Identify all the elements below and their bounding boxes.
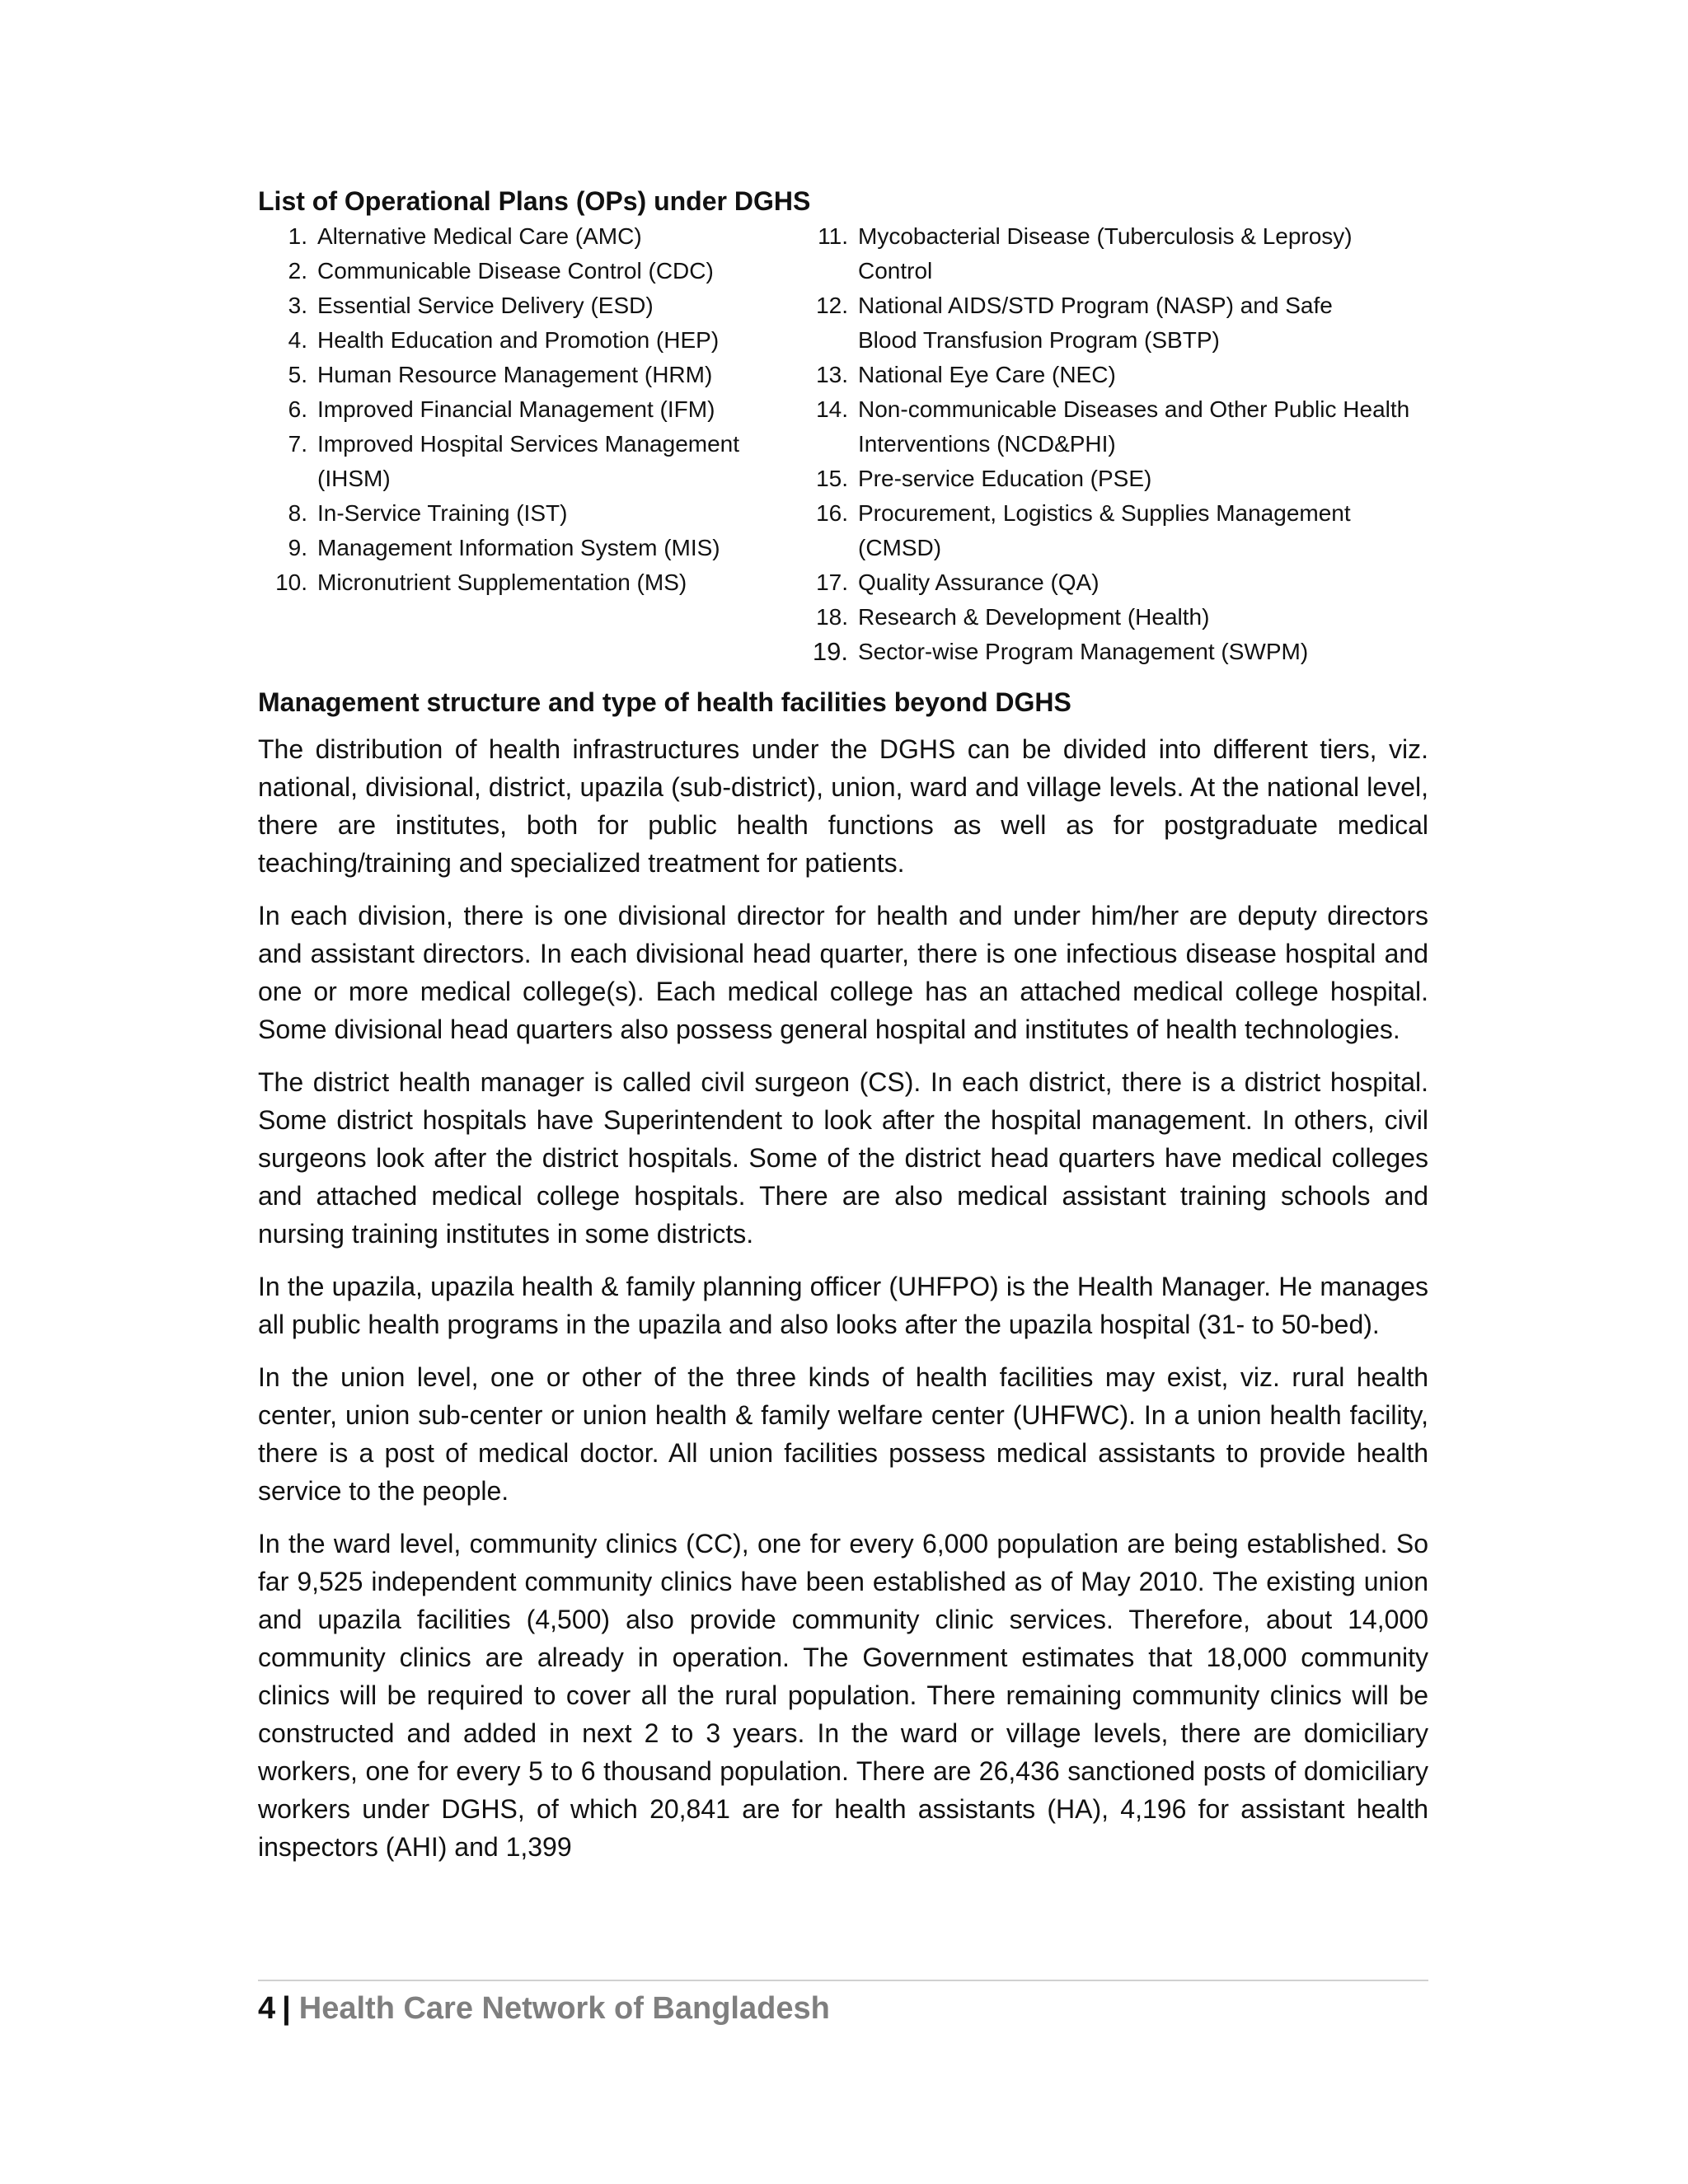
op-list-item — [258, 531, 802, 565]
footer-title: Health Care Network of Bangladesh — [298, 1991, 830, 2026]
op-item-number: 12. — [816, 293, 848, 318]
op-list-item — [258, 496, 802, 531]
op-list-item — [258, 323, 802, 358]
op-item-number: 7. — [288, 431, 307, 457]
op-item-number: 11. — [818, 223, 848, 249]
op-list-item — [258, 392, 802, 427]
body-paragraph-union: In the union level, one or other of the three kinds of health facilities may exist, viz. rural health center, union sub-center or union health & family welfare center (UHFWC). In a union health facility, there is a post of medical doctor. All union facilities possess medical assistants to provide health service to the people. — [258, 1362, 1428, 1506]
op-item-number: 9. — [288, 535, 307, 560]
op-item-text: Non-communicable Diseases and Other Public Health Interventions (NCD&PHI) — [858, 396, 1410, 457]
op-list-item — [258, 427, 802, 496]
op-item-text: Human Resource Management (HRM) — [317, 362, 713, 387]
op-item-text: Mycobacterial Disease (Tuberculosis & Leprosy) Control — [858, 223, 1353, 284]
op-list-right-column — [802, 219, 1428, 669]
op-item-number: 10. — [275, 569, 307, 595]
op-item-number: 13. — [816, 362, 848, 387]
op-item-text: Essential Service Delivery (ESD) — [317, 293, 654, 318]
op-list-item — [802, 565, 1428, 600]
op-list-item — [802, 288, 1428, 358]
footer-separator: | — [282, 1991, 291, 2026]
body-paragraph-upazila: In the upazila, upazila health & family planning officer (UHFPO) is the Health Manager. He manages all public health programs in the upazila and also looks after the upazila hospital (31- to 50-bed). — [258, 1272, 1428, 1339]
op-item-text: Improved Hospital Services Management (IHSM) — [317, 431, 740, 491]
op-item-number: 4. — [288, 327, 307, 353]
op-item-text: Research & Development (Health) — [858, 604, 1210, 630]
op-item-number: 6. — [288, 396, 307, 422]
op-item-text: Health Education and Promotion (HEP) — [317, 327, 720, 353]
op-item-text: Management Information System (MIS) — [317, 535, 720, 560]
op-item-text: National AIDS/STD Program (NASP) and Safe Blood Transfusion Program (SBTP) — [858, 293, 1333, 353]
op-item-text: Quality Assurance (QA) — [858, 569, 1100, 595]
op-list-left-column — [258, 219, 802, 669]
op-list — [258, 219, 1428, 669]
op-item-text: Procurement, Logistics & Supplies Management (CMSD) — [858, 500, 1351, 560]
op-list-item — [258, 358, 802, 392]
op-list-item — [258, 288, 802, 323]
body-paragraph-national: The distribution of health infrastructures under the DGHS can be divided into different tiers, viz. national, divisional, district, upazila (sub-district), union, ward and village levels. At the national level, there are institutes, both for public health functions as well as for postgraduate medical teaching/training and specialized treatment for patients. — [258, 734, 1428, 878]
op-item-text: In-Service Training (IST) — [317, 500, 568, 526]
op-item-number: 3. — [288, 293, 307, 318]
management-heading: Management structure and type of health facilities beyond DGHS — [258, 687, 1071, 717]
op-item-number: 2. — [288, 258, 307, 284]
op-item-number: 14. — [816, 396, 848, 422]
op-item-number: 17. — [816, 569, 848, 595]
op-item-number: 5. — [288, 362, 307, 387]
page-number: 4 — [258, 1991, 276, 2026]
op-list-item — [802, 392, 1428, 462]
op-list-item — [258, 254, 802, 288]
op-list-item — [802, 462, 1428, 496]
op-list-item — [802, 635, 1428, 669]
op-list-item — [802, 219, 1428, 288]
op-item-text: Pre-service Education (PSE) — [858, 466, 1152, 491]
op-item-text: Alternative Medical Care (AMC) — [317, 223, 642, 249]
op-list-item — [802, 358, 1428, 392]
op-item-number: 18. — [816, 604, 848, 630]
op-item-text: Sector-wise Program Management (SWPM) — [858, 639, 1309, 664]
document-page — [258, 183, 1428, 1881]
op-list-heading: List of Operational Plans (OPs) under DGHS — [258, 186, 811, 216]
op-item-text: Micronutrient Supplementation (MS) — [317, 569, 687, 595]
op-item-number: 15. — [816, 466, 848, 491]
op-item-number: 1. — [288, 223, 307, 249]
op-list-item — [258, 565, 802, 600]
op-list-item — [802, 600, 1428, 635]
op-item-text: National Eye Care (NEC) — [858, 362, 1116, 387]
op-item-text: Improved Financial Management (IFM) — [317, 396, 715, 422]
op-list-item — [258, 219, 802, 254]
op-item-number: 8. — [288, 500, 307, 526]
body-paragraph-division: In each division, there is one divisional director for health and under him/her are deputy directors and assistant directors. In each divisional head quarter, there is one infectious disease hospital and one or more medical college(s). Each medical college has an attached medical college hospital. Some divisional head quarters also possess general hospital and institutes of health technologies. — [258, 901, 1428, 1044]
op-item-number: 19. — [812, 637, 848, 666]
op-item-number: 16. — [816, 500, 848, 526]
footer-divider — [258, 1980, 1428, 1981]
op-list-item — [802, 496, 1428, 565]
page-footer — [258, 1988, 830, 2029]
op-item-text: Communicable Disease Control (CDC) — [317, 258, 714, 284]
body-paragraph-ward: In the ward level, community clinics (CC), one for every 6,000 population are being established. So far 9,525 independent community clinics have been established as of May 2010. The existing union and upazila facilities (4,500) also provide community clinic services. Therefore, about 14,000 community clinics are already in operation. The Government estimates that 18,000 community clinics will be required to cover all the rural population. There remaining community clinics will be constructed and added in next 2 to 3 years. In the ward or village levels, there are domiciliary workers, one for every 5 to 6 thousand population. There are 26,436 sanctioned posts of domiciliary workers under DGHS, of which 20,841 are for health assistants (HA), 4,196 for assistant health inspectors (AHI) and 1,399 — [258, 1529, 1428, 1862]
body-paragraph-district: The district health manager is called civil surgeon (CS). In each district, there is a district hospital. Some district hospitals have Superintendent to look after the hospital management. In others, civil surgeons look after the district hospitals. Some of the district head quarters have medical colleges and attached medical college hospitals. There are also medical assistant training schools and nursing training institutes in some districts. — [258, 1067, 1428, 1249]
